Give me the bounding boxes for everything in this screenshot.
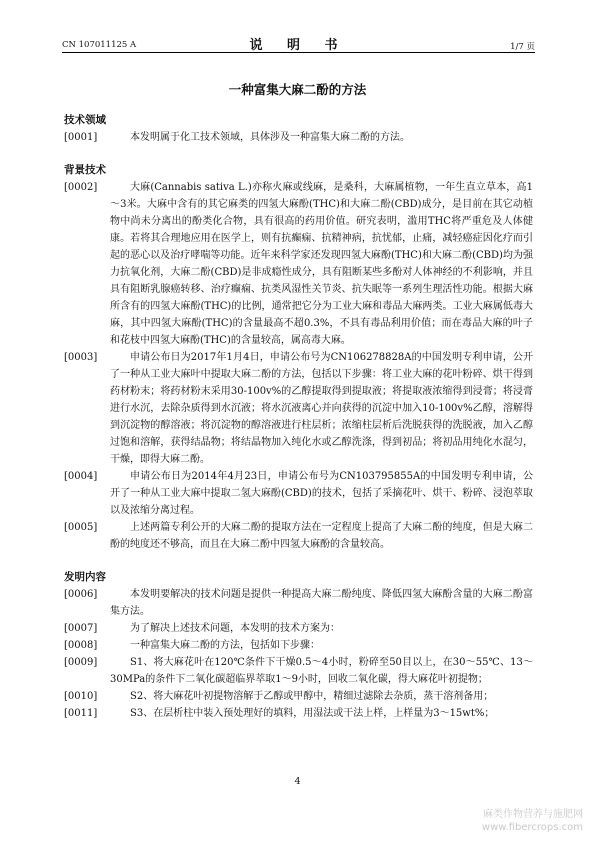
paragraph bbox=[64, 468, 533, 519]
paragraph-number: [0005] bbox=[64, 522, 98, 533]
paragraph-text: 本发明要解决的技术问题是提供一种提高大麻二酚纯度、降低四氢大麻酚含量的大麻二酚富集方法。 bbox=[110, 589, 533, 617]
patent-number: CN 107011125 A bbox=[62, 40, 137, 50]
paragraph-text: S3、在层析柱中装入预处理好的填料，用湿法或干法上样，上样量为3～15wt%； bbox=[130, 708, 495, 719]
paragraph-text: S2、将大麻花叶初提物溶解于乙醇或甲醇中，精细过滤除去杂质，蒸干溶剂备用； bbox=[130, 691, 494, 702]
paragraph-number: [0006] bbox=[64, 589, 98, 600]
document-body bbox=[64, 112, 533, 722]
paragraph bbox=[64, 620, 533, 637]
section-heading-background: 背景技术 bbox=[64, 164, 106, 176]
paragraph bbox=[64, 129, 533, 146]
watermark-line-2: www.fibercrops.com bbox=[481, 822, 583, 833]
paragraph-number: [0007] bbox=[64, 623, 98, 634]
paragraph-text: 一种富集大麻二酚的方法，包括如下步骤： bbox=[130, 640, 320, 651]
paragraph-text: 上述两篇专利公开的大麻二酚的提取方法在一定程度上提高了大麻二酚的纯度，但是大麻二酚的纯度还不够高，而且在大麻二酚中四氢大麻酚的含量较高。 bbox=[110, 522, 533, 550]
paragraph bbox=[64, 349, 533, 468]
page-number: 4 bbox=[294, 776, 301, 787]
watermark-line-1: 麻类作物营养与施肥网 bbox=[483, 809, 583, 820]
paragraph bbox=[64, 586, 533, 620]
paragraph bbox=[64, 179, 533, 349]
paragraph-number: [0008] bbox=[64, 640, 98, 651]
invention-title: 一种富集大麻二酚的方法 bbox=[228, 82, 367, 97]
paragraph-number: [0001] bbox=[64, 132, 98, 143]
section-heading-summary: 发明内容 bbox=[64, 571, 106, 583]
watermark bbox=[482, 808, 583, 834]
paragraph-text: 大麻(Cannabis sativa L.)亦称火麻或线麻，是桑科，大麻属植物，一年生直立草本，高1～3米。大麻中含有的其它麻类的四氢大麻酚(THC)和大麻二酚(CBD)成分，是目前在其它动植物中尚未分离出的酚类化合物，具有很高的药用价值。研究表明，滥用THC将严重危及人体健康。若将其合理地应用在医学上，则有抗癫痫、抗精神病，抗忧郁，止痛，减轻癌症因化疗而引起的恶心以及治疗哮喘等功能。近年来科学家还发现四氢大麻酚(THC)和大麻二酚(CBD)均为强力抗氧化剂，大麻二酚(CBD)是非成瘾性成分，具有阻断某些多酚对人体神经的不利影响，并且具有阻断乳腺癌转移、治疗癫痫、抗类风湿性关节炎、抗失眠等一系列生理活性功能。根据大麻所含有的四氢大麻酚(THC)的比例，通常把它分为工业大麻和毒品大麻两类。工业大麻属低毒大麻，其中四氢大麻酚(THC)的含量最高不超0.3%，不具有毒品利用价值；而在毒品大麻的叶子和花枝中四氢大麻酚(THC)的含量较高，属高毒大麻。 bbox=[110, 182, 533, 346]
paragraph-number: [0002] bbox=[64, 182, 98, 193]
page-header bbox=[62, 34, 535, 53]
section-heading-technical-field: 技术领域 bbox=[64, 114, 106, 126]
paragraph bbox=[64, 688, 533, 705]
paragraph-number: [0010] bbox=[64, 691, 98, 702]
paragraph-text: S1、将大麻花叶在120℃条件下干燥0.5～4小时，粉碎至50目以上，在30～55℃、13～30MPa的条件下二氧化碳超临界萃取1～9小时，回收二氧化碳，得大麻花叶初提物； bbox=[110, 657, 533, 685]
paragraph-text: 本发明属于化工技术领域，具体涉及一种富集大麻二酚的方法。 bbox=[130, 132, 410, 143]
paragraph-number: [0009] bbox=[64, 657, 98, 668]
paragraph-text: 申请公布日为2014年4月23日，申请公布号为CN103795855A的中国发明专利申请，公开了一种从工业大麻中提取二氢大麻酚(CBD)的技术，包括了采摘花叶、烘干、粉碎、浸泡萃取以及浓缩分离过程。 bbox=[110, 471, 533, 516]
paragraph-text: 为了解决上述技术问题，本发明的技术方案为： bbox=[130, 623, 340, 634]
paragraph-number: [0003] bbox=[64, 352, 98, 363]
paragraph-number: [0004] bbox=[64, 471, 98, 482]
paragraph bbox=[64, 519, 533, 553]
paragraph-number: [0011] bbox=[64, 708, 98, 719]
document-type-title: 说 明 书 bbox=[249, 38, 348, 53]
paragraph bbox=[64, 637, 533, 654]
page-info: 1/7 页 bbox=[510, 42, 535, 52]
paragraph bbox=[64, 654, 533, 688]
paragraph-text: 申请公布日为2017年1月4日，申请公布号为CN106278828A的中国发明专利申请，公开了一种从工业大麻叶中提取大麻二酚的方法，包括以下步骤：将工业大麻的花叶粉碎、烘干得到药材粉末；将药材粉末采用30-100v%的乙醇提取得到提取液；将提取液浓缩得到浸膏；将浸膏进行水沉，去除杂质得到水沉液；将水沉液离心并向获得的沉淀中加入10-100v%乙醇，溶解得到沉淀物的醇溶液；将沉淀物的醇溶液进行柱层析；浓缩柱层析后洗脱获得的洗脱液，加入乙醇过饱和溶解，获得结晶物；将结晶物加入纯化水或乙醇洗涤，得到初品；将初品用纯化水混匀，干燥，即得大麻二酚。 bbox=[110, 352, 533, 465]
paragraph bbox=[64, 705, 533, 722]
